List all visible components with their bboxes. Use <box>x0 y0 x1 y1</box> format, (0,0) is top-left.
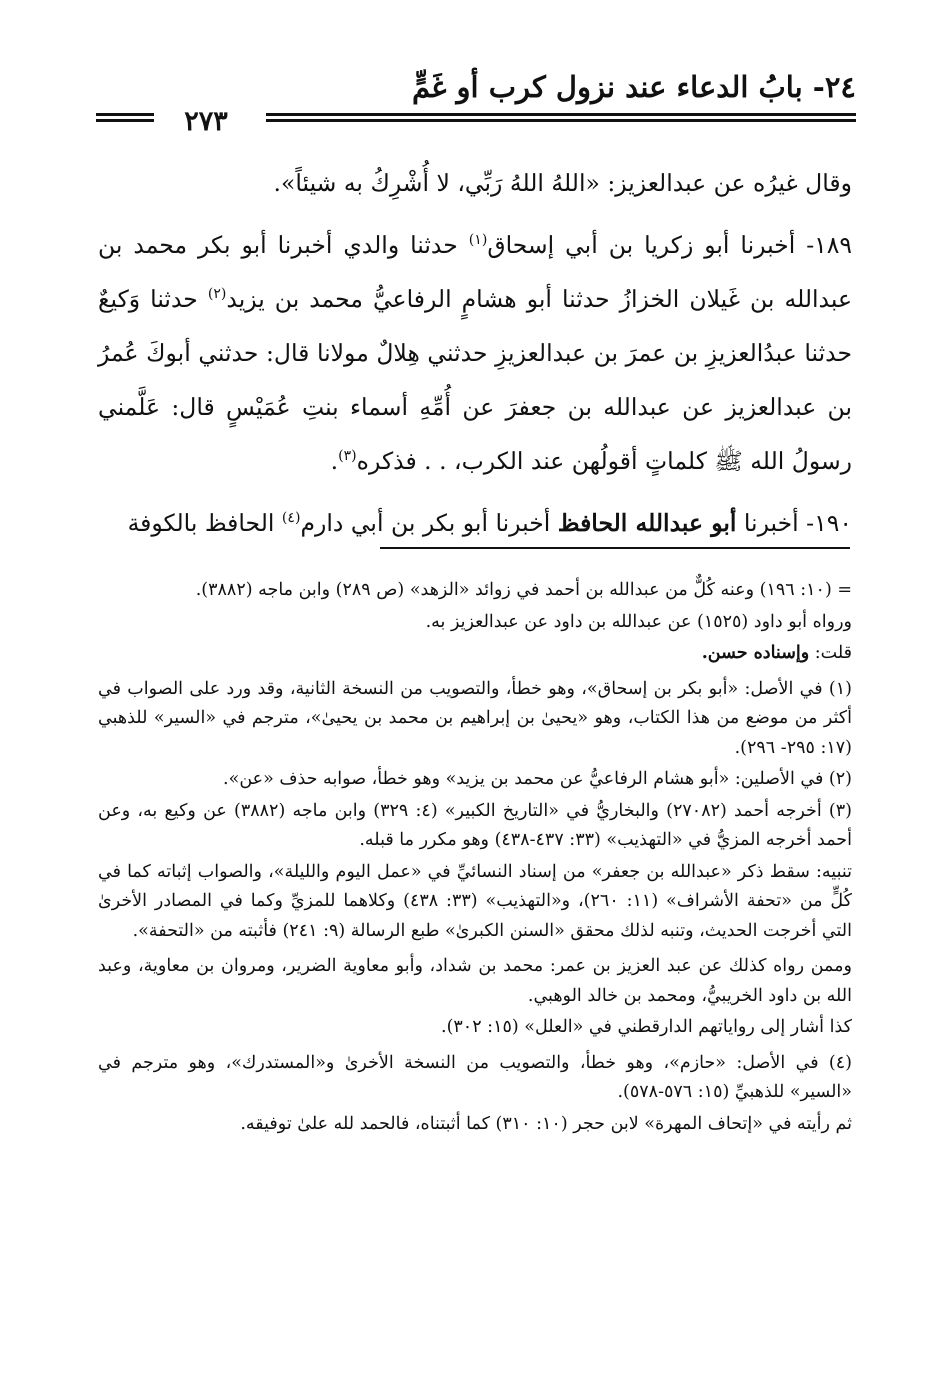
footnote-ref: (٢) <box>207 286 227 303</box>
footnote-ref: (٣) <box>338 448 357 465</box>
paragraph-hadith-189 <box>98 218 852 488</box>
header-rule <box>266 119 856 122</box>
grading-text: وإسناده حسن. <box>701 643 810 663</box>
footnote-1: (١) في الأصل: «أبو بكر بن إسحاق»، وهو خطأ، والتصويب من النسخة الثانية، وقد ورد على الصواب في أكثر من موضع من هذا الكتاب، وهو «يحيىٰ بن إبراهيم بن محمد بن يحيىٰ»، مترجم في «السير» للذهبي (١٧: ٢٩٥- ٢٩٦). <box>98 678 852 758</box>
text-run: أخبرنا أبو بكر بن أبي دارم <box>300 509 558 537</box>
text-run: . <box>330 447 339 475</box>
footnote-3-narrators: وممن رواه كذلك عن عبد العزيز بن عمر: محمد بن شداد، وأبو معاوية الضرير، ومروان بن معاوية، وعبد الله بن داود الخريبيُّ، ومحمد بن خالد الوهبي. <box>98 956 852 1006</box>
footnote-4-addendum: ثم رأيته في «إتحاف المهرة» لابن حجر (١٠: ٣١٠) كما أثبتناه، فالحمد لله علىٰ توفيقه. <box>240 1113 852 1134</box>
footnote-ref: (١) <box>468 232 488 249</box>
footnote-4: (٤) في الأصل: «حازم»، وهو خطأ، والتصويب من النسخة الأخرىٰ و«المستدرك»، وهو مترجم في «السير» للذهبيِّ (١٥: ٥٧٦-٥٧٨). <box>98 1052 852 1102</box>
paragraph-hadith-190 <box>98 496 852 550</box>
page-number: ٢٧٣ <box>184 106 228 137</box>
footnote-continuation <box>98 639 852 669</box>
footnotes <box>98 576 852 1141</box>
footnote-3: (٣) أخرجه أحمد (٢٧٠٨٢) والبخاريُّ في «التاريخ الكبير» (٤: ٣٢٩) وابن ماجه (٣٨٨٢) عن وكيع به، وعن أحمد أخرجه المزيُّ في «التهذيب» (٣٣: ٤٣٧-٤٣٨) وهو مكرر ما قبله. <box>98 800 852 850</box>
footnote-3-notice: تنبيه: سقط ذكر «عبدالله بن جعفر» من إسناد النسائيِّ في «عمل اليوم والليلة»، والصواب إثباته كما في كُلٍّ من «تحفة الأشراف» (١١: ٢٦٠)، و«التهذيب» (٣٣: ٤٣٨) وكلاهما للمزيِّ وكما في المصادر الأخرىٰ التي أخرجت الحديث، وتنبه لذلك محقق «السنن الكبرىٰ» طبع الرسالة (٩: ٢٤١) فأثبته من «التحفة». <box>98 861 852 941</box>
text-run: حدثنا وَكيعٌ حدثنا عبدُالعزيزِ بن عمرَ بن عبدالعزيزِ حدثني هِلالٌ مولانا قال: حدثني أبوكَ عُمرُ بن عبدالعزيز عن عبدالله بن جعفرَ عن أُمِّهِ أسماء بنتِ عُمَيْسٍ قال: عَلَّمني رسولُ الله ﷺ كلماتٍ أقولُهن عند الكرب، . . فذكره <box>98 285 852 475</box>
footnote-3-reference: كذا أشار إلى رواياتهم الدارقطني في «العلل» (١٥: ٣٠٢). <box>441 1017 852 1037</box>
text-run: قلت: <box>809 643 852 663</box>
main-text <box>98 156 852 550</box>
footnote-separator <box>380 547 850 549</box>
paragraph: وقال غيرُه عن عبدالعزيز: «اللهُ اللهُ رَبِّي، لا أُشْرِكُ به شيئاً». <box>273 169 852 197</box>
footnote-continuation: = (١٠: ١٩٦) وعنه كُلٌّ من عبدالله بن أحمد في زوائد «الزهد» (ص ٢٨٩) وابن ماجه (٣٨٨٢). <box>195 580 852 600</box>
text-run: الحافظ بالكوفة <box>127 509 282 537</box>
text-run: ١٨٩- أخبرنا أبو زكريا بن أبي إسحاق <box>487 231 853 259</box>
footnote-2: (٢) في الأصلين: «أبو هشام الرفاعيُّ عن محمد بن يزيد» وهو خطأ، صوابه حذف «عن». <box>223 769 852 789</box>
text-run: ١٩٠- أخبرنا <box>736 509 852 537</box>
running-title: ٢٤- بابُ الدعاء عند نزول كرب أو غَمٍّ <box>411 70 856 104</box>
text-run: حدثنا والدي أخبرنا أبو بكر محمد بن عبدالله بن غَيلان الخزازُ حدثنا أبو هشامٍ الرفاعيُّ محمد بن يزيد <box>98 231 852 313</box>
header-rule <box>266 113 856 116</box>
footnote-continuation: ورواه أبو داود (١٥٢٥) عن عبدالله بن داود عن عبدالعزيز به. <box>425 611 852 632</box>
page-header <box>96 70 856 140</box>
header-rule <box>96 113 154 116</box>
header-rule <box>96 119 154 122</box>
highlighted-name: أبو عبدالله الحافظ <box>557 509 737 537</box>
footnote-ref: (٤) <box>281 510 301 527</box>
